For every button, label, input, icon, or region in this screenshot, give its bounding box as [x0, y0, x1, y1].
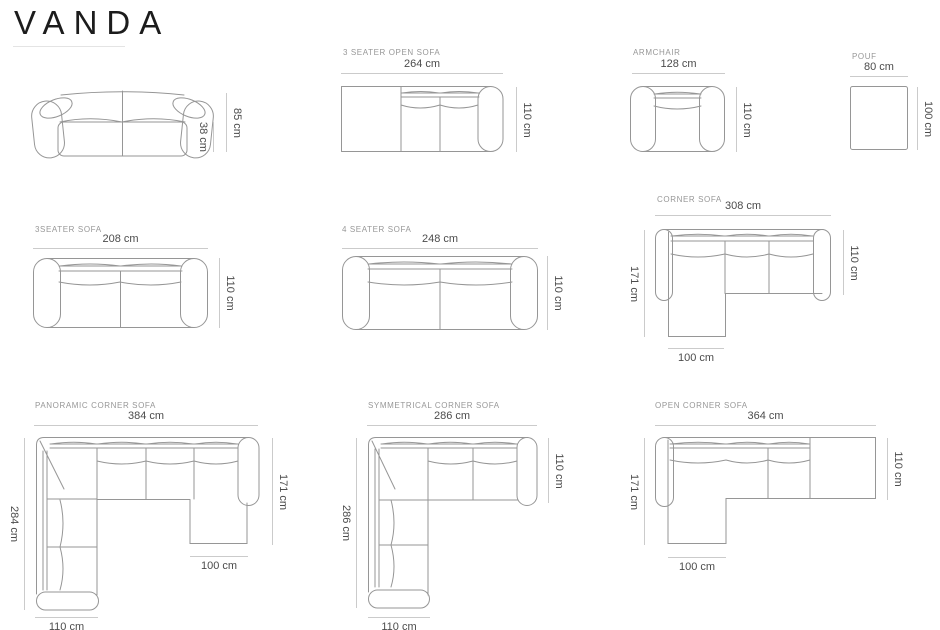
seater4-top-view-drawing	[342, 256, 538, 330]
symmetrical-width-value: 286 cm	[433, 410, 471, 422]
seater3-depth-dimension	[219, 258, 236, 328]
pouf-label: POUF	[852, 52, 877, 61]
panoramic-left-dimension	[8, 438, 25, 610]
seater3-depth-value: 110 cm	[224, 275, 236, 311]
armchair-depth-value: 110 cm	[741, 101, 753, 138]
armchair-width-value: 128 cm	[660, 58, 697, 70]
hero-sofa-front-drawing	[30, 82, 215, 162]
armchair-top-view-drawing	[630, 86, 725, 152]
corner-right-value: 110 cm	[848, 244, 860, 281]
seater3-width-dimension	[33, 233, 208, 249]
pouf-width-dimension	[850, 61, 908, 77]
seater4-depth-value: 110 cm	[552, 275, 564, 311]
panoramic-chaise-dimension	[190, 556, 248, 572]
open3-label: 3 SEATER OPEN SOFA	[343, 48, 441, 57]
open3-depth-dimension	[516, 87, 533, 152]
symmetrical-label: SYMMETRICAL CORNER SOFA	[368, 401, 500, 410]
seater3-label: 3SEATER SOFA	[35, 225, 102, 234]
symmetrical-left-dimension	[340, 438, 357, 608]
opencorner-width-dimension	[655, 410, 876, 426]
opencorner-right-value: 110 cm	[892, 451, 904, 487]
hero-seat-height-value: 38 cm	[197, 122, 209, 152]
panoramic-label: PANORAMIC CORNER SOFA	[35, 401, 156, 410]
symmetrical-top-view-drawing	[368, 437, 538, 609]
seater4-depth-dimension	[547, 256, 564, 330]
open3-width-dimension	[341, 58, 503, 74]
opencorner-top-view-drawing	[655, 437, 876, 544]
corner-label: CORNER SOFA	[657, 195, 722, 204]
corner-left-dimension	[628, 230, 645, 337]
symmetrical-width-dimension	[367, 410, 537, 426]
armchair-label: ARMCHAIR	[633, 48, 681, 57]
panoramic-width-dimension	[34, 410, 258, 426]
corner-left-value: 171 cm	[628, 265, 640, 302]
seater3-width-value: 208 cm	[102, 233, 139, 245]
panoramic-width-value: 384 cm	[127, 410, 165, 422]
open3-width-value: 264 cm	[403, 58, 441, 70]
pouf-width-value: 80 cm	[864, 61, 894, 73]
collection-title: VANDA	[14, 4, 171, 41]
panoramic-right-dimension	[272, 438, 289, 545]
corner-chaise-dimension	[668, 348, 724, 364]
opencorner-left-value: 171 cm	[628, 473, 640, 510]
hero-total-height-dimension	[226, 93, 243, 152]
symmetrical-bottom-value: 110 cm	[381, 621, 417, 630]
corner-right-dimension	[843, 230, 860, 295]
armchair-depth-dimension	[736, 87, 753, 152]
corner-top-view-drawing	[655, 229, 831, 337]
armchair-width-dimension	[632, 58, 725, 74]
open3-top-view-drawing	[341, 86, 504, 152]
seater4-width-dimension	[342, 233, 538, 249]
seater4-width-value: 248 cm	[421, 233, 459, 245]
opencorner-label: OPEN CORNER SOFA	[655, 401, 748, 410]
panoramic-right-value: 171 cm	[277, 473, 289, 510]
panoramic-bottom-dimension	[35, 617, 98, 630]
corner-width-value: 308 cm	[724, 200, 762, 212]
corner-width-dimension	[655, 200, 831, 216]
title-underline	[13, 46, 125, 47]
opencorner-right-dimension	[887, 438, 904, 500]
opencorner-chaise-dimension	[668, 557, 726, 573]
panoramic-top-view-drawing	[36, 437, 260, 611]
symmetrical-left-value: 286 cm	[340, 504, 352, 542]
opencorner-width-value: 364 cm	[747, 410, 784, 422]
hero-total-height-value: 85 cm	[231, 107, 243, 138]
symmetrical-right-value: 110 cm	[553, 452, 565, 489]
symmetrical-right-dimension	[548, 438, 565, 503]
open3-depth-value: 110 cm	[521, 101, 533, 138]
panoramic-chaise-value: 100 cm	[200, 560, 238, 572]
pouf-depth-dimension	[917, 87, 934, 150]
opencorner-chaise-value: 100 cm	[678, 561, 716, 573]
opencorner-left-dimension	[628, 438, 645, 545]
seater3-top-view-drawing	[33, 258, 208, 328]
corner-chaise-value: 100 cm	[677, 352, 715, 364]
hero-seat-height-dimension	[197, 122, 214, 152]
seater4-label: 4 SEATER SOFA	[342, 225, 412, 234]
panoramic-left-value: 284 cm	[8, 505, 20, 543]
pouf-depth-value: 100 cm	[922, 100, 934, 137]
pouf-top-view-drawing	[850, 86, 908, 150]
panoramic-bottom-value: 110 cm	[48, 621, 85, 630]
symmetrical-bottom-dimension	[368, 617, 430, 630]
